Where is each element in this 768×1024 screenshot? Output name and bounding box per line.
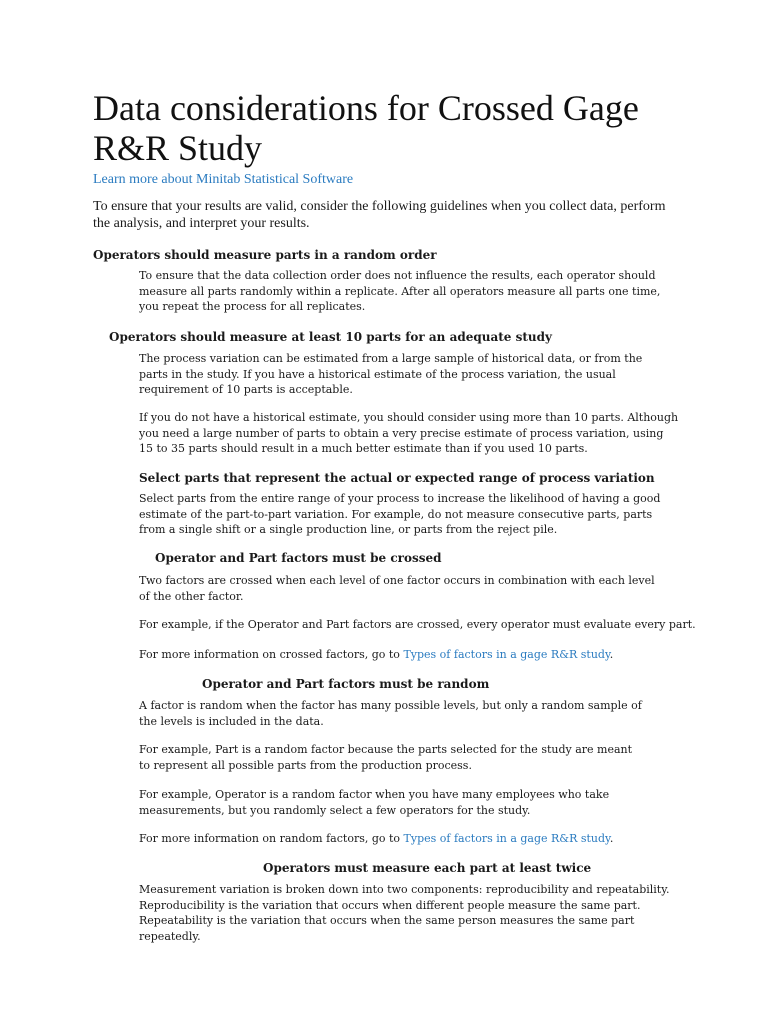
- more-info-text: For more information on crossed factors, go to: [139, 648, 404, 661]
- section-paragraph: To ensure that the data collection order does not influence the results, each operator should measure all parts randomly within a replicate. After all operators measure all parts one time, you repeat the process for all replicates.: [139, 269, 661, 313]
- section-heading-select-parts: Select parts that represent the actual or expected range of process variation: [139, 471, 655, 485]
- section-paragraph: Measurement variation is broken down into two components: reproducibility and repeatability. Reproducibility is the variation that occurs when different people measure the same part. Repeatability is the variation that occurs when the same person measures the same part repeatedly.: [139, 883, 670, 943]
- section-paragraph: For example, if the Operator and Part factors are crossed, every operator must evaluate every part.: [139, 618, 696, 631]
- more-info-crossed: [139, 647, 699, 663]
- section-paragraph: For example, Part is a random factor because the parts selected for the study are meant to represent all possible parts from the production process.: [139, 743, 633, 772]
- page-title: Data considerations for Crossed Gage R&R Study: [93, 88, 639, 168]
- types-of-factors-link[interactable]: Types of factors in a gage R&R study: [403, 648, 610, 661]
- types-of-factors-link[interactable]: Types of factors in a gage R&R study: [403, 832, 610, 845]
- section-paragraph: Two factors are crossed when each level of one factor occurs in combination with each level of the other factor.: [139, 574, 655, 603]
- section-heading-random-factors: Operator and Part factors must be random: [202, 677, 490, 691]
- learn-more-link[interactable]: Learn more about Minitab Statistical Software: [93, 172, 354, 187]
- section-heading-crossed: Operator and Part factors must be crossed: [155, 551, 442, 565]
- more-info-text: For more information on random factors, go to: [139, 832, 404, 845]
- section-heading-at-least-10-parts: Operators should measure at least 10 parts for an adequate study: [109, 330, 552, 344]
- section-paragraph: The process variation can be estimated from a large sample of historical data, or from the parts in the study. If you have a historical estimate of the process variation, the usual requirement of 10 parts is acceptable.: [139, 352, 643, 396]
- section-paragraph: If you do not have a historical estimate, you should consider using more than 10 parts. Although you need a large number of parts to obtain a very precise estimate of process variation, using 15 to 35 parts should result in a much better estimate than if you used 10 parts.: [139, 411, 679, 455]
- section-heading-measure-twice: Operators must measure each part at least twice: [263, 861, 592, 875]
- section-paragraph: Select parts from the entire range of your process to increase the likelihood of having a good estimate of the part-to-part variation. For example, do not measure consecutive parts, parts from a single shift or a single production line, or parts from the reject pile.: [139, 492, 661, 536]
- more-info-suffix: .: [609, 648, 614, 661]
- section-heading-random-order: Operators should measure parts in a random order: [93, 248, 437, 262]
- more-info-random: [139, 831, 699, 847]
- section-paragraph: A factor is random when the factor has many possible levels, but only a random sample of the levels is included in the data.: [139, 699, 642, 728]
- section-paragraph: For example, Operator is a random factor when you have many employees who take measurements, but you randomly select a few operators for the study.: [139, 788, 610, 817]
- intro-paragraph: To ensure that your results are valid, consider the following guidelines when you collect data, perform the analysis, and interpret your results.: [93, 199, 666, 231]
- more-info-suffix: .: [609, 832, 614, 845]
